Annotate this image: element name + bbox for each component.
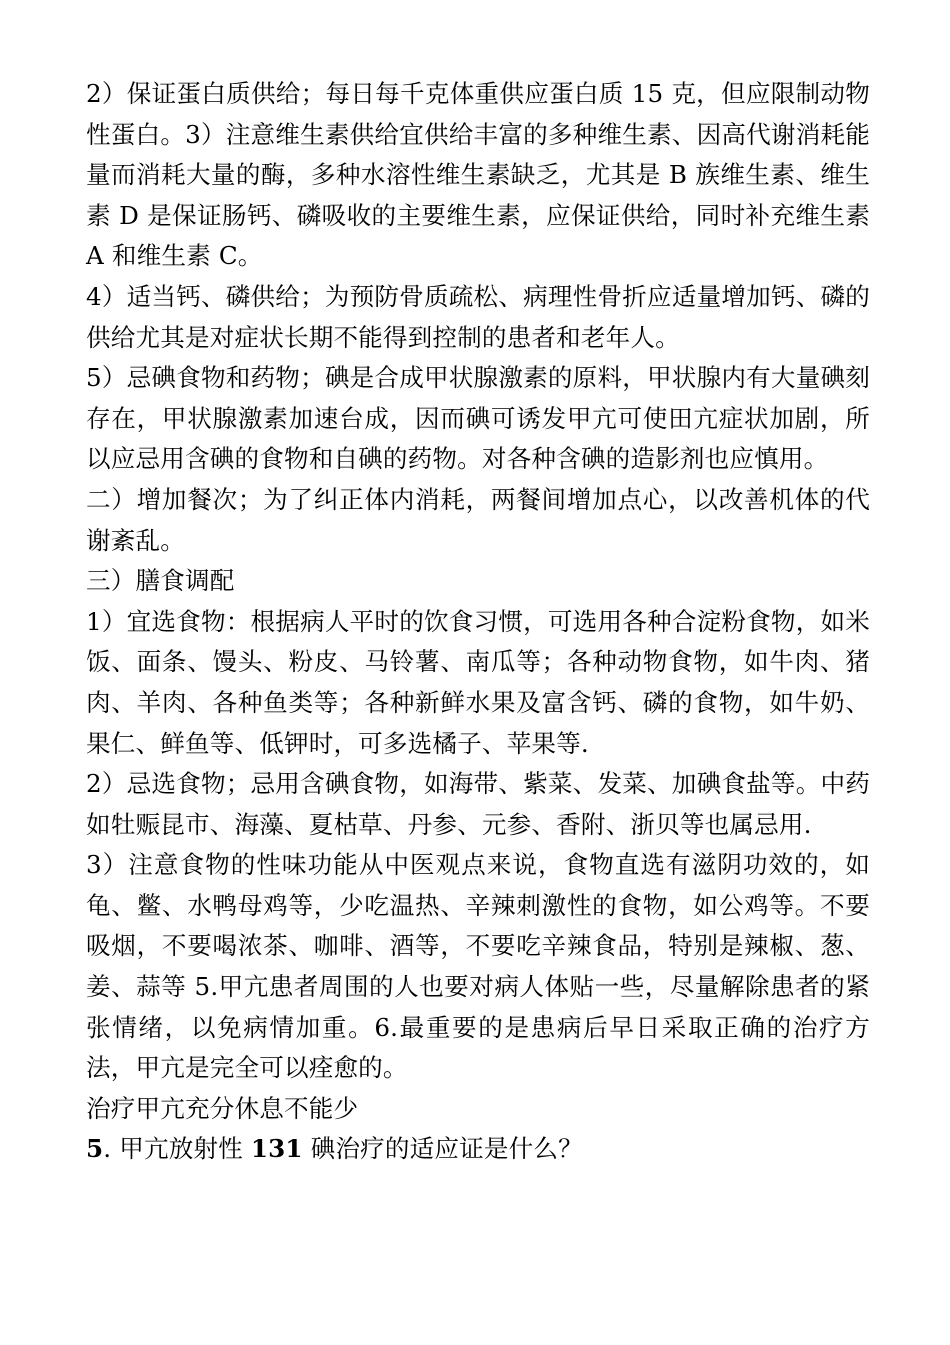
paragraph-avoid-iodine: 5）忌碘食物和药物；碘是合成甲状腺激素的原料，甲状腺内有大量碘刻存在，甲状腺激素加速台成，因而碘可诱发甲亢可使田亢症状加剧，所以应忌用含碘的食物和自碘的药物。对各种含碘的造影剂也应慎用。 — [86, 363, 870, 474]
paragraph-food-properties: 3）注意食物的性味功能从中医观点来说，食物直选有滋阴功效的，如龟、鳖、水鸭母鸡等，少吃温热、辛辣刺激性的食物，如公鸡等。不要吸烟，不要喝浓茶、咖啡、酒等，不要吃辛辣食品，特别是辣椒、葱、姜、蒜等 5.甲亢患者周围的人也要对病人体贴一些，尽量解除患者的紧张情绪，以免病情加重。6.最重要的是患病后早日采取正确的治疗方法，甲亢是完全可以痊愈的。 — [86, 850, 870, 1083]
paragraph-calcium-phosphorus: 4）适当钙、磷供给；为预防骨质疏松、病理性骨折应适量增加钙、磷的供给尤其是对症状长期不能得到控制的患者和老年人。 — [86, 281, 870, 352]
question-text-before: 甲亢放射性 — [119, 1134, 251, 1164]
paragraph-meal-frequency: 二）增加餐次；为了纠正体内消耗，两餐间增加点心，以改善机体的代谢紊乱。 — [86, 484, 870, 555]
paragraph-recommended-foods: 1）宜选食物：根据病人平时的饮食习惯，可选用各种合淀粉食物，如米饭、面条、馒头、粉皮、马铃薯、南瓜等；各种动物食物，如牛肉、猪肉、羊肉、各种鱼类等；各种新鲜水果及富含钙、磷的食物，如牛奶、果仁、鲜鱼等、低钾时，可多选橘子、苹果等. — [86, 606, 870, 758]
question-text-after: 碘治疗的适应证是什么？ — [302, 1134, 583, 1164]
section-heading-diet-arrangement: 三）膳食调配 — [86, 566, 235, 596]
paragraph-rest-heading: 治疗甲亢充分休息不能少 — [86, 1093, 359, 1123]
question-heading — [86, 1129, 870, 1170]
question-separator: . — [103, 1134, 120, 1164]
document-page — [86, 74, 870, 1170]
paragraph-nutrition-protein-vitamins: 2）保证蛋白质供给；每日每千克体重供应蛋白质 15 克，但应限制动物性蛋白。3）注意维生素供给宜供给丰富的多种维生素、因高代谢消耗能量而消耗大量的酶，多种水溶性维生素缺乏，尤其是 B 族维生素、维生素 D 是保证肠钙、磷吸收的主要维生素，应保证供给，同时补充维生素 A 和维生素 C。 — [86, 79, 870, 271]
question-bold-number: 131 — [250, 1134, 303, 1164]
question-number: 5 — [86, 1134, 104, 1164]
paragraph-foods-to-avoid: 2）忌选食物；忌用含碘食物，如海带、紫菜、发菜、加碘食盐等。中药如牡赈昆市、海藻、夏枯草、丹参、元参、香附、浙贝等也属忌用. — [86, 769, 870, 839]
